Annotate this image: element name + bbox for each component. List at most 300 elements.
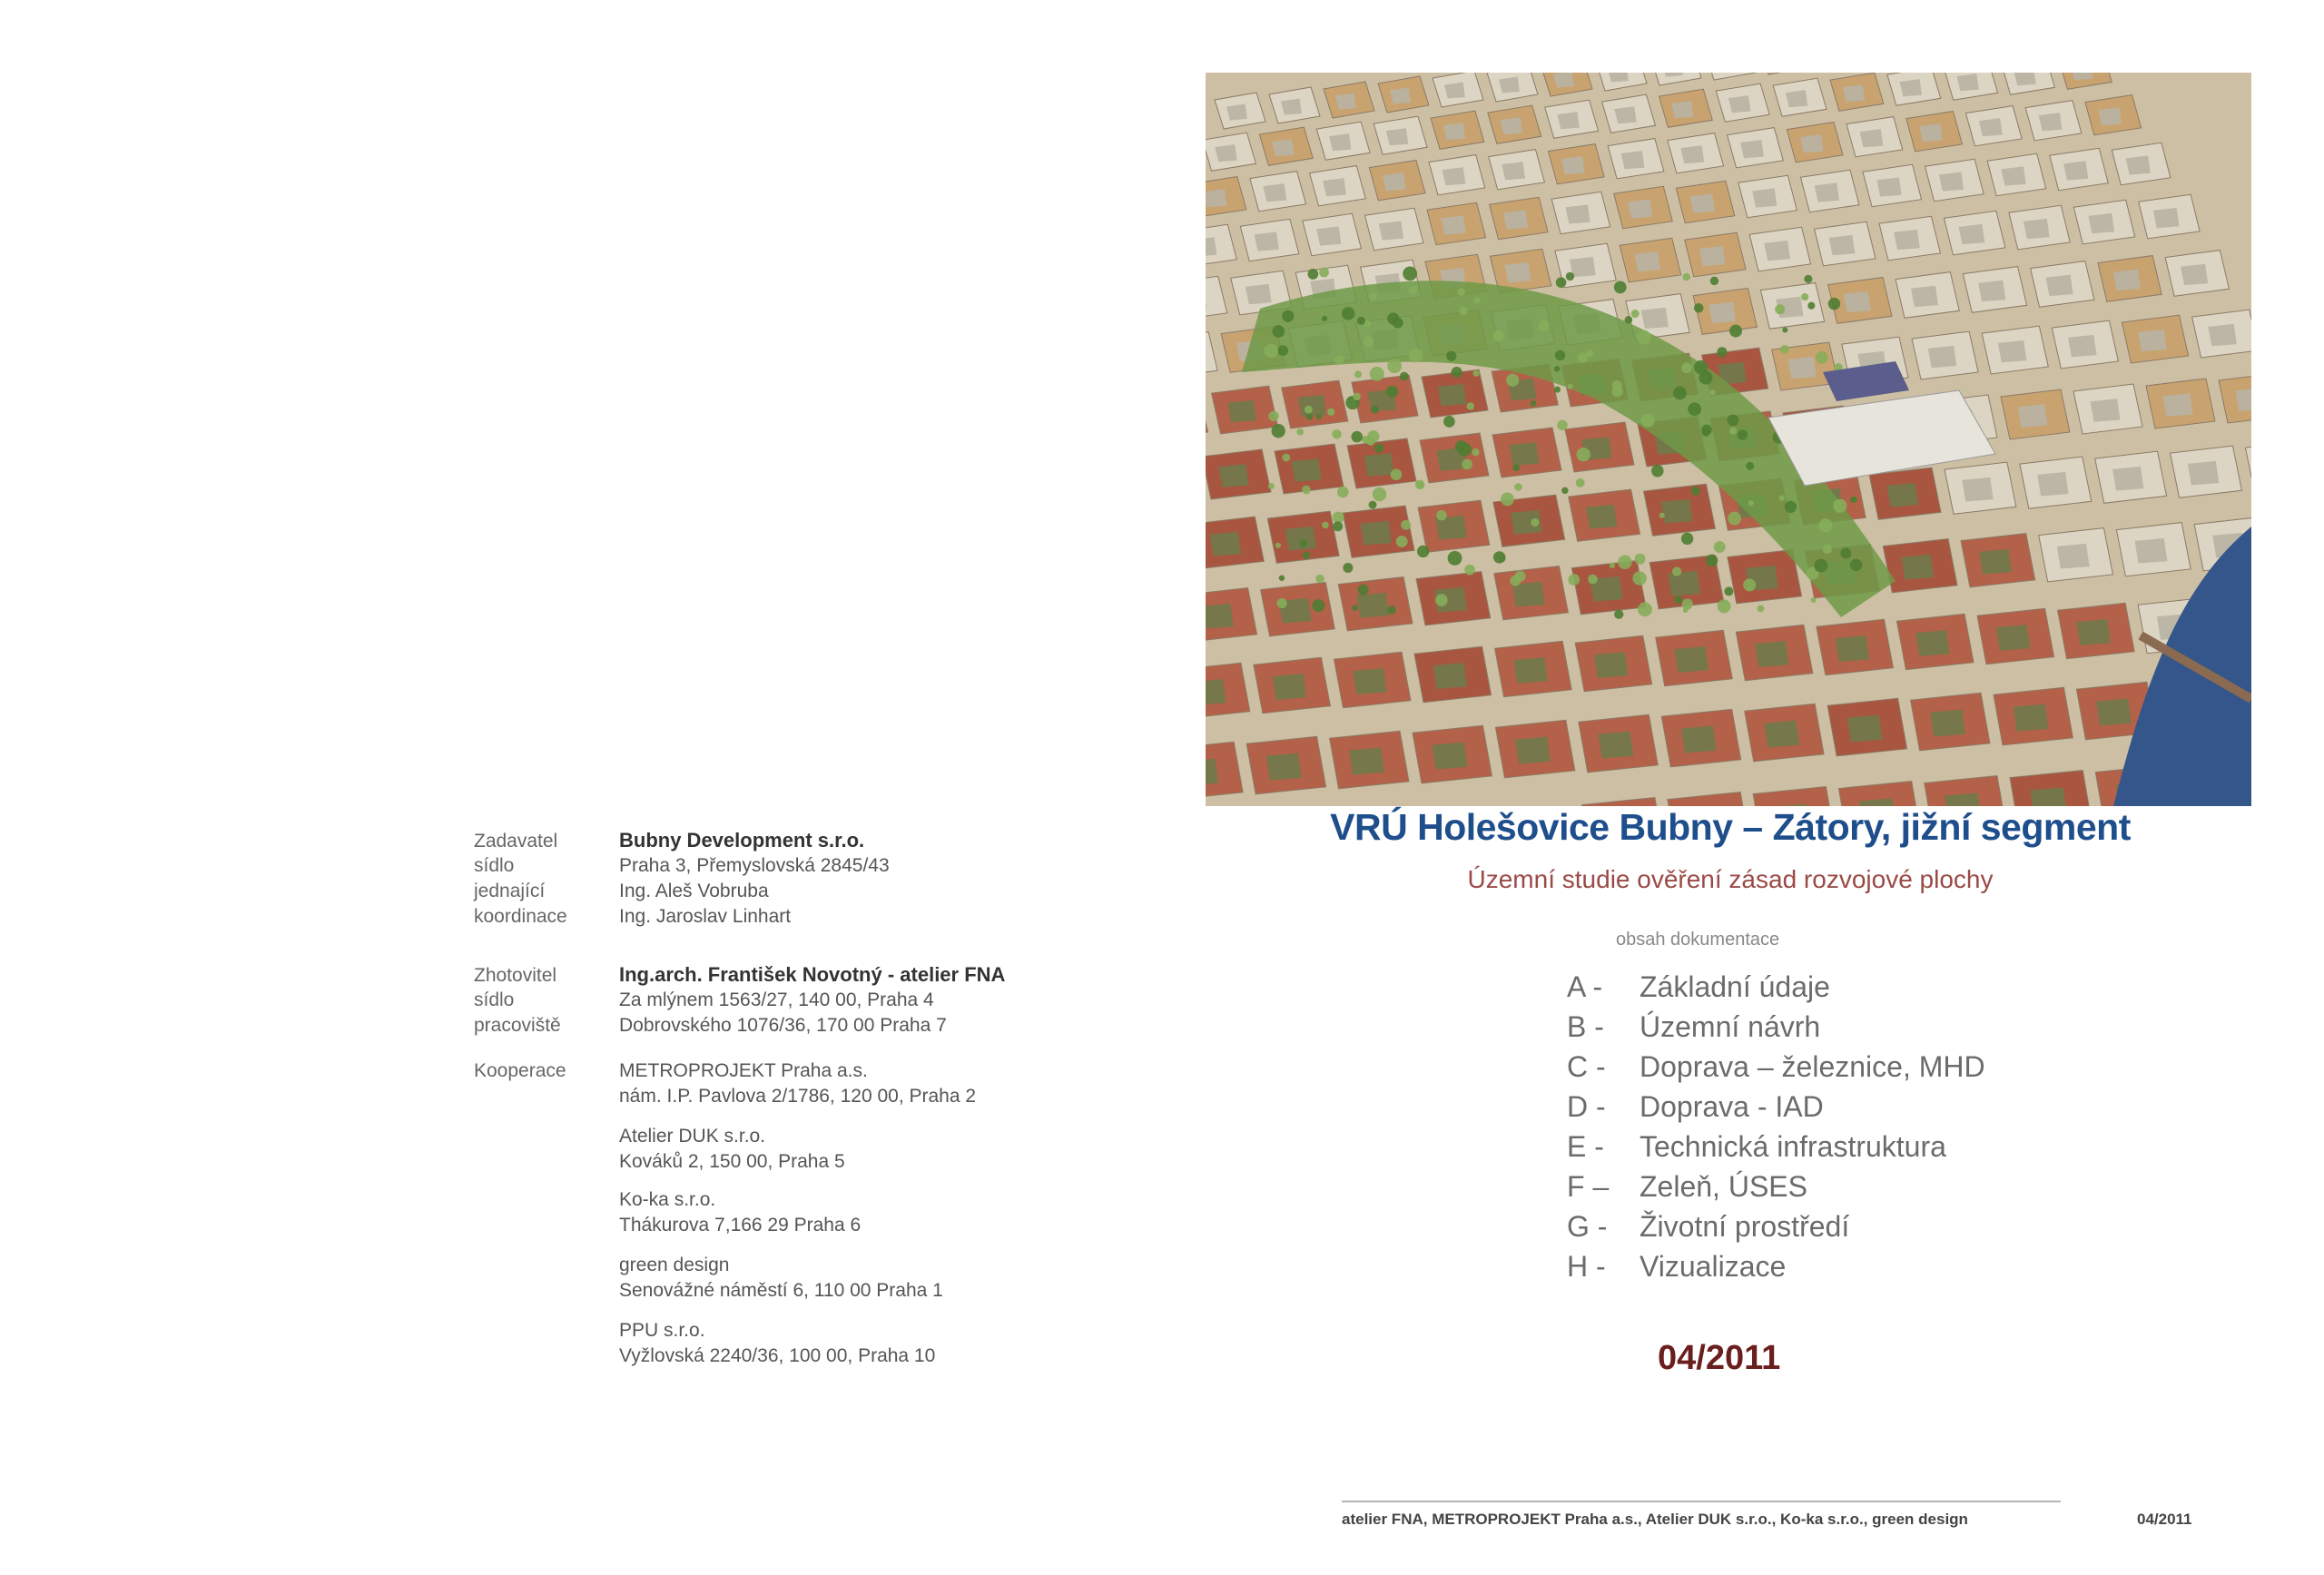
tree bbox=[1782, 328, 1787, 333]
tree bbox=[1823, 545, 1832, 554]
courtyard bbox=[1900, 79, 1922, 96]
partner-address: Thákurova 7,166 29 Praha 6 bbox=[619, 1215, 862, 1235]
tree bbox=[1354, 370, 1362, 378]
contents-text: Zeleň, ÚSES bbox=[1640, 1170, 1807, 1203]
courtyard bbox=[1956, 74, 1978, 91]
tree bbox=[1277, 345, 1288, 356]
tree bbox=[1371, 406, 1379, 414]
courtyard bbox=[1561, 156, 1585, 174]
courtyard bbox=[1668, 571, 1700, 596]
courtyard bbox=[1386, 128, 1408, 145]
contents-letter: G - bbox=[1567, 1210, 1608, 1243]
tree bbox=[1408, 349, 1422, 362]
tree bbox=[1435, 594, 1448, 606]
partner-address-row bbox=[474, 1084, 976, 1109]
acting-label: jednající bbox=[474, 881, 546, 901]
investor-row bbox=[474, 828, 864, 853]
partner-address-row bbox=[474, 1213, 861, 1238]
tree bbox=[1706, 555, 1718, 566]
tree bbox=[1343, 563, 1353, 573]
tree bbox=[1333, 521, 1343, 531]
courtyard bbox=[2014, 73, 2035, 85]
courtyard bbox=[2126, 155, 2151, 174]
tree bbox=[1672, 567, 1681, 576]
courtyard bbox=[1594, 652, 1628, 678]
tree bbox=[1316, 414, 1322, 419]
contractor-office: Dobrovského 1076/36, 170 00 Praha 7 bbox=[619, 1015, 947, 1036]
tree bbox=[1464, 565, 1475, 576]
tree bbox=[1459, 307, 1467, 315]
courtyard bbox=[1285, 527, 1316, 551]
tree bbox=[1403, 267, 1417, 281]
tree bbox=[1557, 420, 1567, 430]
investor-coordination: Ing. Jaroslav Linhart bbox=[619, 906, 792, 927]
courtyard bbox=[1266, 753, 1302, 781]
contents-letter: E - bbox=[1567, 1130, 1604, 1163]
courtyard bbox=[1360, 521, 1391, 546]
seat-label: sídlo bbox=[474, 989, 515, 1010]
tree bbox=[1272, 424, 1285, 438]
courtyard bbox=[1680, 145, 1704, 163]
courtyard bbox=[1503, 210, 1528, 229]
courtyard bbox=[2057, 544, 2090, 569]
courtyard bbox=[1641, 308, 1669, 329]
tree bbox=[1417, 483, 1423, 489]
tree bbox=[1409, 286, 1418, 295]
courtyard bbox=[1800, 134, 1824, 153]
courtyard bbox=[1215, 144, 1236, 162]
tree bbox=[1578, 353, 1588, 363]
tree bbox=[1618, 556, 1632, 570]
contents-item bbox=[1567, 1047, 1985, 1087]
courtyard bbox=[1356, 593, 1389, 618]
courtyard bbox=[1281, 99, 1302, 115]
courtyard bbox=[1815, 182, 1839, 202]
tree bbox=[1352, 605, 1358, 611]
tree bbox=[1638, 602, 1652, 616]
courtyard bbox=[1699, 246, 1726, 266]
courtyard bbox=[1847, 715, 1883, 743]
tree bbox=[1614, 281, 1627, 293]
aerial-visualization-graphic bbox=[1206, 73, 2251, 806]
tree bbox=[1530, 400, 1536, 407]
courtyard bbox=[1515, 737, 1551, 764]
partner-address: nám. I.P. Pavlova 2/1786, 120 00, Praha 2 bbox=[619, 1086, 977, 1107]
tree bbox=[1387, 359, 1402, 374]
investor-acting-row bbox=[474, 879, 769, 904]
tree bbox=[1514, 483, 1522, 491]
tree bbox=[1386, 386, 1398, 398]
courtyard bbox=[1844, 291, 1871, 312]
tree bbox=[1814, 559, 1827, 573]
tree bbox=[1282, 454, 1290, 462]
tree bbox=[1364, 336, 1374, 346]
footer-text: atelier FNA, METROPROJEKT Praha a.s., Atelier DUK s.r.o., Ko-ka s.r.o., green design bbox=[1342, 1511, 1968, 1528]
courtyard bbox=[1433, 663, 1467, 689]
tree bbox=[1374, 444, 1384, 453]
tree bbox=[1728, 512, 1741, 526]
tree bbox=[1681, 533, 1693, 545]
tree bbox=[1694, 360, 1708, 374]
courtyard bbox=[1836, 635, 1869, 662]
courtyard bbox=[1218, 464, 1248, 487]
tree bbox=[1682, 273, 1689, 281]
tree bbox=[1272, 325, 1285, 338]
contents-letter: F – bbox=[1567, 1170, 1610, 1203]
contents-text: Základní údaje bbox=[1640, 970, 1830, 1003]
tree bbox=[1319, 268, 1329, 278]
tree bbox=[1306, 414, 1313, 420]
tree bbox=[1275, 543, 1281, 548]
contractor-label: Zhotovitel bbox=[474, 965, 557, 986]
tree bbox=[1576, 448, 1590, 461]
contents-item bbox=[1567, 1087, 1985, 1127]
tree bbox=[1332, 429, 1341, 438]
partner-name: METROPROJEKT Praha a.s. bbox=[619, 1060, 868, 1081]
tree bbox=[1531, 518, 1539, 527]
tree bbox=[1729, 427, 1737, 434]
tree bbox=[1850, 497, 1857, 504]
courtyard bbox=[2112, 467, 2143, 491]
courtyard bbox=[1206, 189, 1226, 207]
tree bbox=[1342, 307, 1354, 320]
courtyard bbox=[1206, 679, 1226, 705]
courtyard bbox=[1915, 630, 1949, 656]
courtyard bbox=[1291, 458, 1321, 482]
tree bbox=[1780, 345, 1789, 354]
tree bbox=[1554, 366, 1560, 371]
footer-divider bbox=[1342, 1501, 2061, 1502]
courtyard bbox=[1786, 90, 1807, 107]
courtyard bbox=[1959, 224, 1985, 244]
document-subtitle: Územní studie ověření zásad rozvojové plochy bbox=[1467, 865, 1994, 893]
partner-name: Atelier DUK s.r.o. bbox=[619, 1126, 766, 1147]
tree bbox=[1840, 547, 1851, 558]
courtyard bbox=[1787, 357, 1817, 379]
tree bbox=[1334, 355, 1344, 365]
tree bbox=[1632, 571, 1646, 585]
tree bbox=[1717, 347, 1727, 357]
courtyard bbox=[1979, 118, 2003, 136]
courtyard bbox=[2063, 161, 2088, 180]
tree bbox=[1651, 465, 1664, 477]
tree bbox=[1268, 483, 1275, 489]
courtyard bbox=[1505, 262, 1531, 282]
tree bbox=[1576, 478, 1585, 487]
tree bbox=[1337, 487, 1349, 498]
courtyard bbox=[2068, 335, 2097, 357]
investor-seat-row bbox=[474, 853, 890, 879]
courtyard bbox=[1628, 199, 1652, 218]
tree bbox=[1473, 297, 1480, 303]
tree bbox=[1446, 351, 1456, 361]
document-date: 04/2011 bbox=[1658, 1339, 1781, 1377]
tree bbox=[1729, 325, 1742, 338]
courtyard bbox=[1501, 117, 1522, 134]
tree bbox=[1635, 554, 1646, 565]
courtyard bbox=[1379, 221, 1403, 240]
partner-name: PPU s.r.o. bbox=[619, 1320, 705, 1341]
courtyard bbox=[1297, 395, 1326, 417]
tree bbox=[1811, 597, 1817, 603]
seat-label: sídlo bbox=[474, 855, 515, 876]
tree bbox=[1327, 409, 1334, 416]
courtyard bbox=[1740, 140, 1764, 158]
tree bbox=[1612, 380, 1622, 390]
courtyard bbox=[2113, 270, 2141, 290]
partner-row bbox=[474, 1124, 765, 1149]
courtyard bbox=[1438, 384, 1467, 406]
tree bbox=[1276, 598, 1286, 608]
tree bbox=[1586, 349, 1593, 357]
tree bbox=[1674, 596, 1682, 604]
tree bbox=[1588, 575, 1598, 585]
courtyard bbox=[2088, 213, 2114, 233]
contents-heading: obsah dokumentace bbox=[1616, 930, 1780, 950]
coordination-label: koordinace bbox=[474, 906, 567, 927]
courtyard bbox=[1444, 83, 1465, 99]
tree bbox=[1694, 303, 1704, 313]
partner-row bbox=[474, 1187, 715, 1213]
tree bbox=[1625, 316, 1633, 324]
courtyard bbox=[1210, 532, 1241, 556]
courtyard bbox=[1911, 286, 1938, 307]
partner-name: Ko-ka s.r.o. bbox=[619, 1189, 716, 1210]
contractor-seat-row bbox=[474, 988, 934, 1013]
tree bbox=[1493, 551, 1505, 563]
tree bbox=[1566, 272, 1574, 281]
cooperation-label: Kooperace bbox=[474, 1060, 566, 1081]
courtyard bbox=[2208, 324, 2237, 346]
courtyard bbox=[1996, 625, 2030, 651]
courtyard bbox=[1764, 241, 1790, 261]
partner-row bbox=[474, 1253, 729, 1278]
tree bbox=[1556, 277, 1567, 288]
courtyard bbox=[1509, 442, 1539, 466]
courtyard bbox=[1709, 302, 1736, 323]
courtyard bbox=[1671, 101, 1693, 118]
tree bbox=[1303, 551, 1310, 558]
tree bbox=[1567, 383, 1572, 389]
partner-name: green design bbox=[619, 1255, 730, 1275]
tree bbox=[1307, 269, 1318, 280]
courtyard bbox=[1349, 748, 1384, 775]
courtyard bbox=[2037, 472, 2068, 497]
courtyard bbox=[2188, 461, 2219, 486]
courtyard bbox=[1829, 235, 1856, 255]
courtyard bbox=[1928, 346, 1957, 368]
courtyard bbox=[1886, 483, 1917, 507]
tree bbox=[1748, 500, 1754, 506]
tree bbox=[1758, 605, 1765, 612]
courtyard bbox=[1565, 204, 1590, 223]
contents-letter: B - bbox=[1567, 1010, 1604, 1043]
tree bbox=[1452, 367, 1462, 378]
courtyard bbox=[1919, 123, 1943, 142]
tree bbox=[1322, 316, 1327, 321]
courtyard bbox=[2017, 404, 2047, 428]
courtyard bbox=[1752, 188, 1777, 207]
partner-address-row bbox=[474, 1149, 845, 1175]
courtyard bbox=[1441, 215, 1465, 234]
courtyard bbox=[1246, 284, 1272, 304]
tree bbox=[1554, 387, 1561, 393]
courtyard bbox=[1226, 104, 1247, 121]
courtyard bbox=[1255, 231, 1279, 251]
tree bbox=[1804, 275, 1812, 283]
tree bbox=[1448, 551, 1462, 566]
courtyard bbox=[1433, 743, 1468, 770]
tree bbox=[1305, 406, 1313, 414]
courtyard bbox=[1998, 340, 2027, 362]
courtyard bbox=[1621, 151, 1645, 169]
tree bbox=[1401, 520, 1411, 530]
tree bbox=[1369, 501, 1377, 509]
contents-text: Doprava - IAD bbox=[1640, 1090, 1824, 1123]
tree bbox=[1351, 431, 1363, 443]
investor-acting: Ing. Aleš Vobruba bbox=[619, 881, 769, 901]
courtyard bbox=[1443, 123, 1465, 140]
courtyard bbox=[1979, 549, 2012, 575]
courtyard bbox=[1876, 177, 1901, 196]
partner-address-row bbox=[474, 1344, 935, 1369]
tree bbox=[1801, 293, 1808, 300]
tree bbox=[1493, 330, 1505, 342]
contents-text: Doprava – železnice, MHD bbox=[1640, 1050, 1985, 1083]
contents-list bbox=[1567, 967, 1985, 1286]
tree bbox=[1775, 304, 1785, 314]
courtyard bbox=[2153, 208, 2180, 228]
tree bbox=[1279, 576, 1285, 581]
tree bbox=[1738, 429, 1748, 439]
tree bbox=[1396, 536, 1408, 547]
courtyard bbox=[1323, 178, 1346, 196]
courtyard bbox=[2039, 113, 2063, 131]
tree bbox=[1472, 448, 1479, 456]
courtyard bbox=[2096, 699, 2132, 726]
tree bbox=[1370, 293, 1377, 300]
courtyard bbox=[1557, 112, 1579, 129]
contents-letter: C - bbox=[1567, 1050, 1606, 1083]
tree bbox=[1714, 541, 1726, 553]
courtyard bbox=[1316, 226, 1341, 245]
tree bbox=[1850, 559, 1863, 572]
courtyard bbox=[2138, 330, 2167, 351]
courtyard bbox=[1364, 453, 1393, 477]
contractor-name: Ing.arch. František Novotný - atelier FNA bbox=[619, 963, 1006, 986]
courtyard bbox=[1390, 88, 1411, 104]
tree bbox=[1568, 574, 1580, 586]
courtyard bbox=[1353, 668, 1386, 694]
tree bbox=[1746, 462, 1754, 470]
courtyard bbox=[1634, 251, 1660, 271]
partner-address-row bbox=[474, 1278, 943, 1304]
courtyard bbox=[1962, 477, 1993, 502]
contents-letter: D - bbox=[1567, 1090, 1606, 1123]
courtyard bbox=[1513, 657, 1547, 684]
tree bbox=[1312, 599, 1324, 612]
contents-letter: A - bbox=[1567, 970, 1603, 1003]
tree bbox=[1268, 411, 1278, 421]
tree bbox=[1436, 510, 1446, 520]
tree bbox=[1462, 459, 1472, 470]
courtyard bbox=[2045, 275, 2073, 296]
tree bbox=[1391, 469, 1403, 481]
investor-name: Bubny Development s.r.o. bbox=[619, 829, 865, 851]
courtyard bbox=[1675, 646, 1709, 673]
tree bbox=[1728, 414, 1739, 426]
courtyard bbox=[1690, 193, 1715, 212]
courtyard bbox=[2181, 264, 2208, 285]
tree bbox=[1367, 430, 1379, 442]
tree bbox=[1828, 298, 1840, 310]
courtyard bbox=[1227, 400, 1256, 422]
tree bbox=[1743, 578, 1756, 591]
footer-date: 04/2011 bbox=[2137, 1511, 2192, 1528]
tree bbox=[1816, 351, 1828, 364]
tree bbox=[1458, 443, 1472, 457]
contractor-seat: Za mlýnem 1563/27, 140 00, Praha 4 bbox=[619, 989, 934, 1010]
tree bbox=[1818, 518, 1832, 532]
tree bbox=[1637, 330, 1651, 345]
tree bbox=[1631, 310, 1640, 318]
tree bbox=[1683, 607, 1689, 613]
contents-text: Životní prostředí bbox=[1640, 1210, 1850, 1243]
tree bbox=[1702, 428, 1710, 437]
courtyard bbox=[2162, 393, 2192, 417]
partner-row bbox=[474, 1318, 705, 1344]
tree bbox=[1417, 546, 1429, 557]
tree bbox=[1457, 288, 1465, 296]
courtyard bbox=[1329, 133, 1351, 151]
courtyard bbox=[2098, 107, 2122, 125]
tree bbox=[1400, 372, 1409, 381]
contents-item bbox=[1567, 967, 1985, 1007]
tree bbox=[1370, 367, 1384, 381]
courtyard bbox=[1586, 505, 1617, 529]
contents-item bbox=[1567, 1007, 1985, 1047]
courtyard bbox=[1553, 73, 1574, 88]
tree bbox=[1472, 370, 1479, 377]
contractor-row bbox=[474, 962, 1005, 988]
courtyard bbox=[1755, 641, 1788, 667]
investor-label: Zadavatel bbox=[474, 831, 558, 851]
tree bbox=[1265, 344, 1278, 358]
courtyard bbox=[1894, 230, 1920, 250]
courtyard bbox=[1335, 94, 1356, 110]
tree bbox=[1641, 414, 1655, 428]
contents-text: Vizualizace bbox=[1640, 1250, 1787, 1283]
courtyard bbox=[1273, 674, 1306, 700]
courtyard bbox=[1502, 162, 1525, 180]
tree bbox=[1614, 610, 1623, 619]
tree bbox=[1302, 486, 1311, 495]
tree bbox=[1681, 362, 1692, 373]
tree bbox=[1515, 571, 1526, 582]
tree bbox=[1718, 599, 1731, 613]
document-title: VRÚ Holešovice Bubny – Zátory, jižní segment bbox=[1330, 806, 2131, 848]
courtyard bbox=[1930, 710, 1965, 737]
courtyard bbox=[2090, 399, 2120, 422]
tree bbox=[1710, 389, 1716, 395]
courtyard bbox=[1843, 84, 1865, 102]
investor-coord-row bbox=[474, 904, 791, 930]
contents-item bbox=[1567, 1166, 1985, 1206]
courtyard bbox=[1206, 604, 1234, 629]
office-label: pracoviště bbox=[474, 1015, 561, 1036]
tree bbox=[1555, 350, 1565, 360]
tree bbox=[1807, 302, 1815, 310]
